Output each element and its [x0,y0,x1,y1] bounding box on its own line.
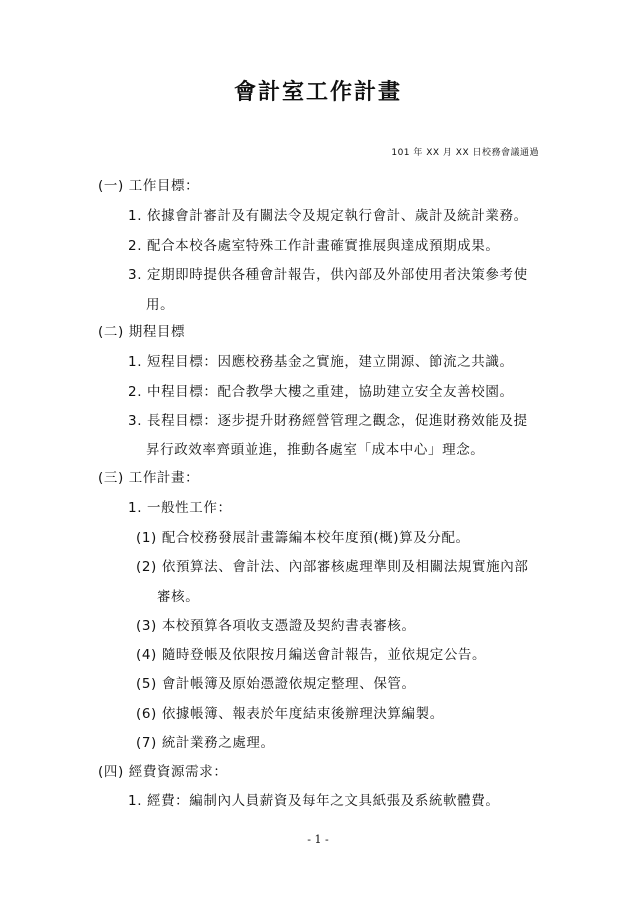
list-item: 2. 中程目標：配合教學大樓之重建，協助建立安全友善校園。 [128,384,514,400]
sub-list-item: (4) 隨時登帳及依限按月編送會計報告，並依規定公告。 [136,647,487,663]
list-item: 1. 經費：編制內人員薪資及每年之文具紙張及系統軟體費。 [128,793,500,809]
list-item: 1. 依據會計審計及有關法令及規定執行會計、歲計及統計業務。 [128,208,528,224]
sub-list-item: (6) 依據帳簿、報表於年度結束後辦理決算編製。 [136,706,444,722]
page-number: - 1 - [307,833,329,846]
sub-list-item: (1) 配合校務發展計畫籌編本校年度預(概)算及分配。 [136,530,470,546]
list-item-continuation: 用。 [146,297,175,313]
list-item: 1. 一般性工作： [128,500,232,516]
list-item: 1. 短程目標：因應校務基金之實施，建立開源、節流之共識。 [128,354,514,370]
list-item: 2. 配合本校各處室特殊工作計畫確實推展與達成預期成果。 [128,238,500,254]
list-item: 3. 定期即時提供各種會計報告，供內部及外部使用者決策參考使 [128,267,528,283]
sub-list-item: (2) 依預算法、會計法、內部審核處理準則及相關法規實施內部 [136,559,529,575]
sub-list-item: (3) 本校預算各項收支憑證及契約書表審核。 [136,618,416,634]
list-item-continuation: 昇行政效率齊頭並進，推動各處室「成本中心」理念。 [146,442,485,458]
sub-list-item: (5) 會計帳簿及原始憑證依規定整理、保管。 [136,676,416,692]
section-heading-plan: (三) 工作計畫： [98,470,200,486]
section-heading-goals: (一) 工作目標： [98,178,200,194]
sub-list-item-continuation: 審核。 [157,589,200,605]
section-heading-resources: (四) 經費資源需求： [98,764,228,780]
section-heading-timeline: (二) 期程目標 [98,324,186,340]
sub-list-item: (7) 統計業務之處理。 [136,735,275,751]
page-title: 會計室工作計畫 [233,80,402,105]
list-item: 3. 長程目標：逐步提升財務經營管理之觀念，促進財務效能及提 [128,413,528,429]
approval-note: 101 年 XX 月 XX 日校務會議通過 [391,148,539,158]
